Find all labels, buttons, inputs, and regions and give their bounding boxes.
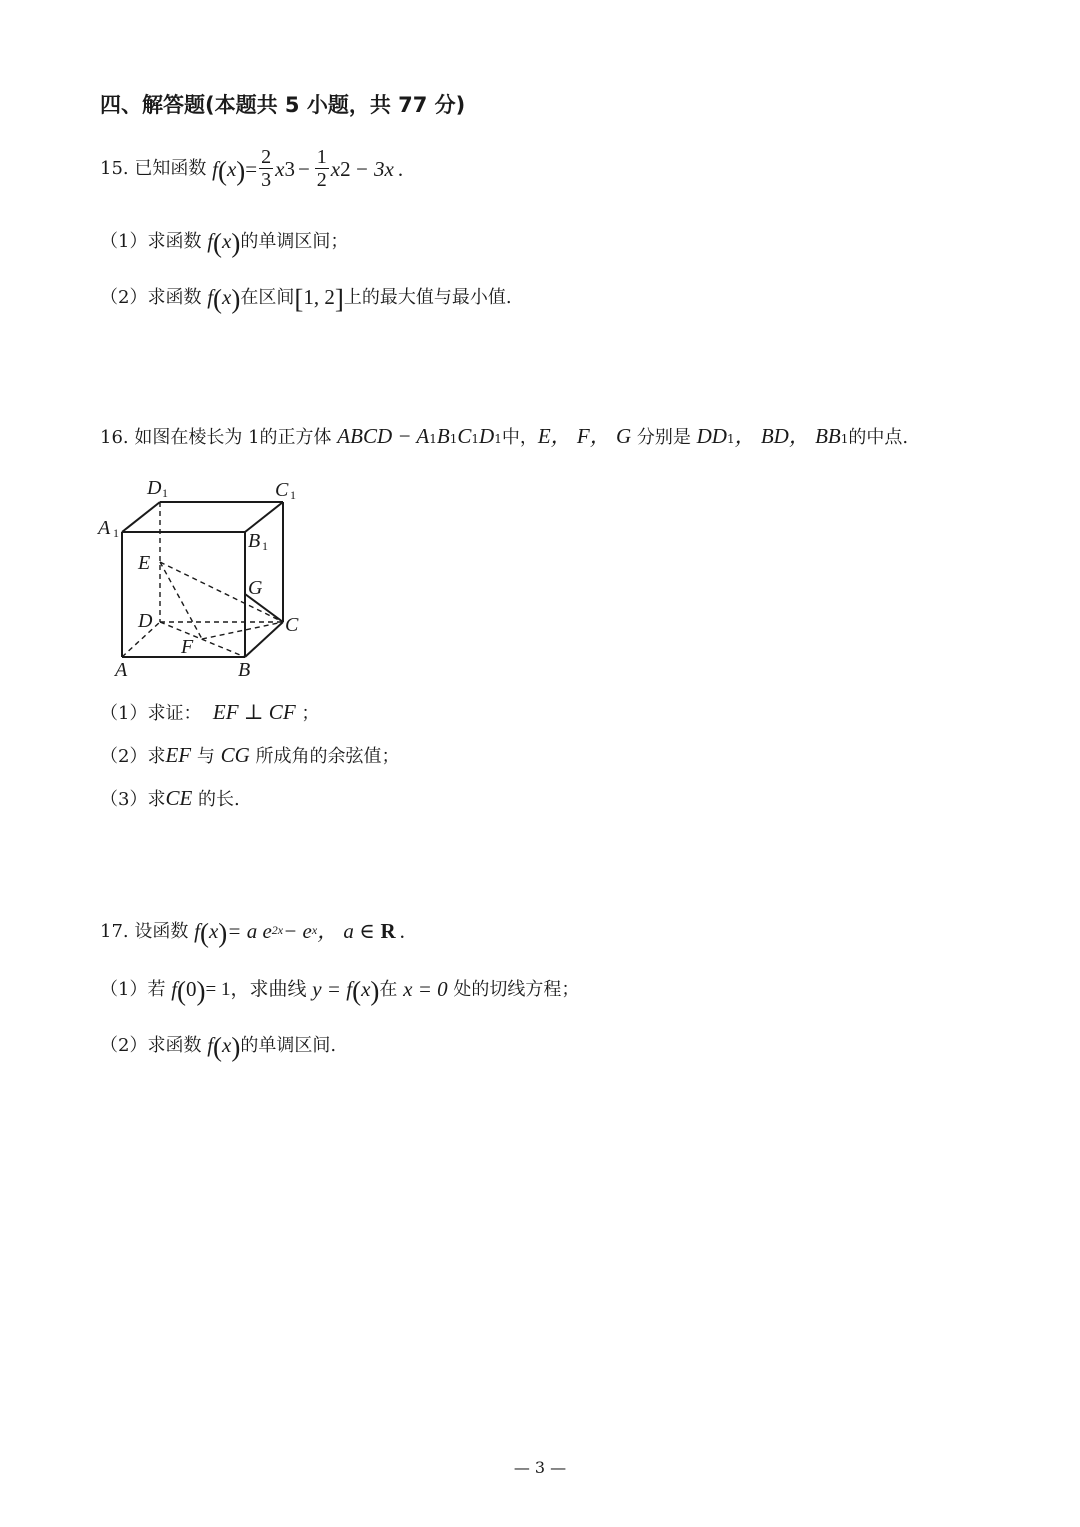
question-15-part-1: （1）求函数 f ( x ) 的单调区间； bbox=[100, 228, 349, 258]
equals-sign: = bbox=[245, 156, 258, 181]
question-16-stem: 16. 如图在棱长为 1的正方体 ABCD − A 1 B 1 C 1 D 1 中， E， F， G 分别是 DD 1 ， BD， BB 1 的中点. bbox=[100, 424, 909, 448]
cube-figure bbox=[95, 470, 315, 685]
label-D1: D bbox=[147, 477, 162, 499]
question-number: 15. bbox=[100, 158, 129, 179]
question-15-stem: 15. 已知函数 f ( x ) = $\frac{2}{3}$ x 3 − $\frac{1}{2}$ x 2 − 3x . bbox=[100, 146, 404, 191]
svg-text:1: 1 bbox=[162, 486, 168, 500]
svg-text:1: 1 bbox=[113, 526, 119, 540]
function-var: x bbox=[226, 156, 237, 181]
question-15-part-2: （2）求函数 f ( x ) 在区间 [ 1, 2 ] 上的最大值与最小值. bbox=[100, 284, 512, 314]
svg-text:1: 1 bbox=[262, 539, 268, 553]
label-D: D bbox=[138, 610, 153, 632]
svg-text:1: 1 bbox=[290, 488, 296, 502]
question-17-part-1: （1）若 f ( 0 ) = 1，求曲线 y = f ( x ) 在 x = 0 处的切线方程； bbox=[100, 976, 580, 1006]
question-intro: 已知函数 bbox=[134, 158, 207, 179]
question-16-part-3: （3）求 CE 的长. bbox=[100, 786, 240, 810]
question-17-stem: 17. 设函数 f ( x ) = a e $^{2x}$ − e $^x$ ， a ∈ R . bbox=[100, 918, 405, 948]
label-B1: B bbox=[248, 530, 261, 552]
section-title: 四、解答题(本题共 5 小题，共 77 分) bbox=[100, 93, 466, 117]
label-C: C bbox=[285, 614, 299, 636]
fraction-two-thirds: $\frac{2}{3}$ bbox=[261, 146, 272, 191]
interval: 1, 2 bbox=[303, 285, 335, 309]
question-16-part-2: （2）求 EF 与 CG 所成角的余弦值； bbox=[100, 743, 400, 767]
question-17-part-2: （2）求函数 f ( x ) 的单调区间. bbox=[100, 1032, 337, 1062]
page-number: — 3 — bbox=[513, 1458, 567, 1477]
label-A: A bbox=[115, 659, 128, 681]
label-G: G bbox=[248, 577, 263, 599]
function-name: f bbox=[212, 156, 218, 181]
label-C1: C bbox=[275, 479, 289, 501]
label-A1: A bbox=[98, 517, 111, 539]
question-16-part-1: （1）求证： EF ⊥ CF ； bbox=[100, 700, 320, 724]
label-E: E bbox=[138, 552, 151, 574]
label-B: B bbox=[238, 659, 251, 681]
label-F: F bbox=[181, 636, 194, 658]
fraction-one-half: $\frac{1}{2}$ bbox=[316, 146, 327, 191]
